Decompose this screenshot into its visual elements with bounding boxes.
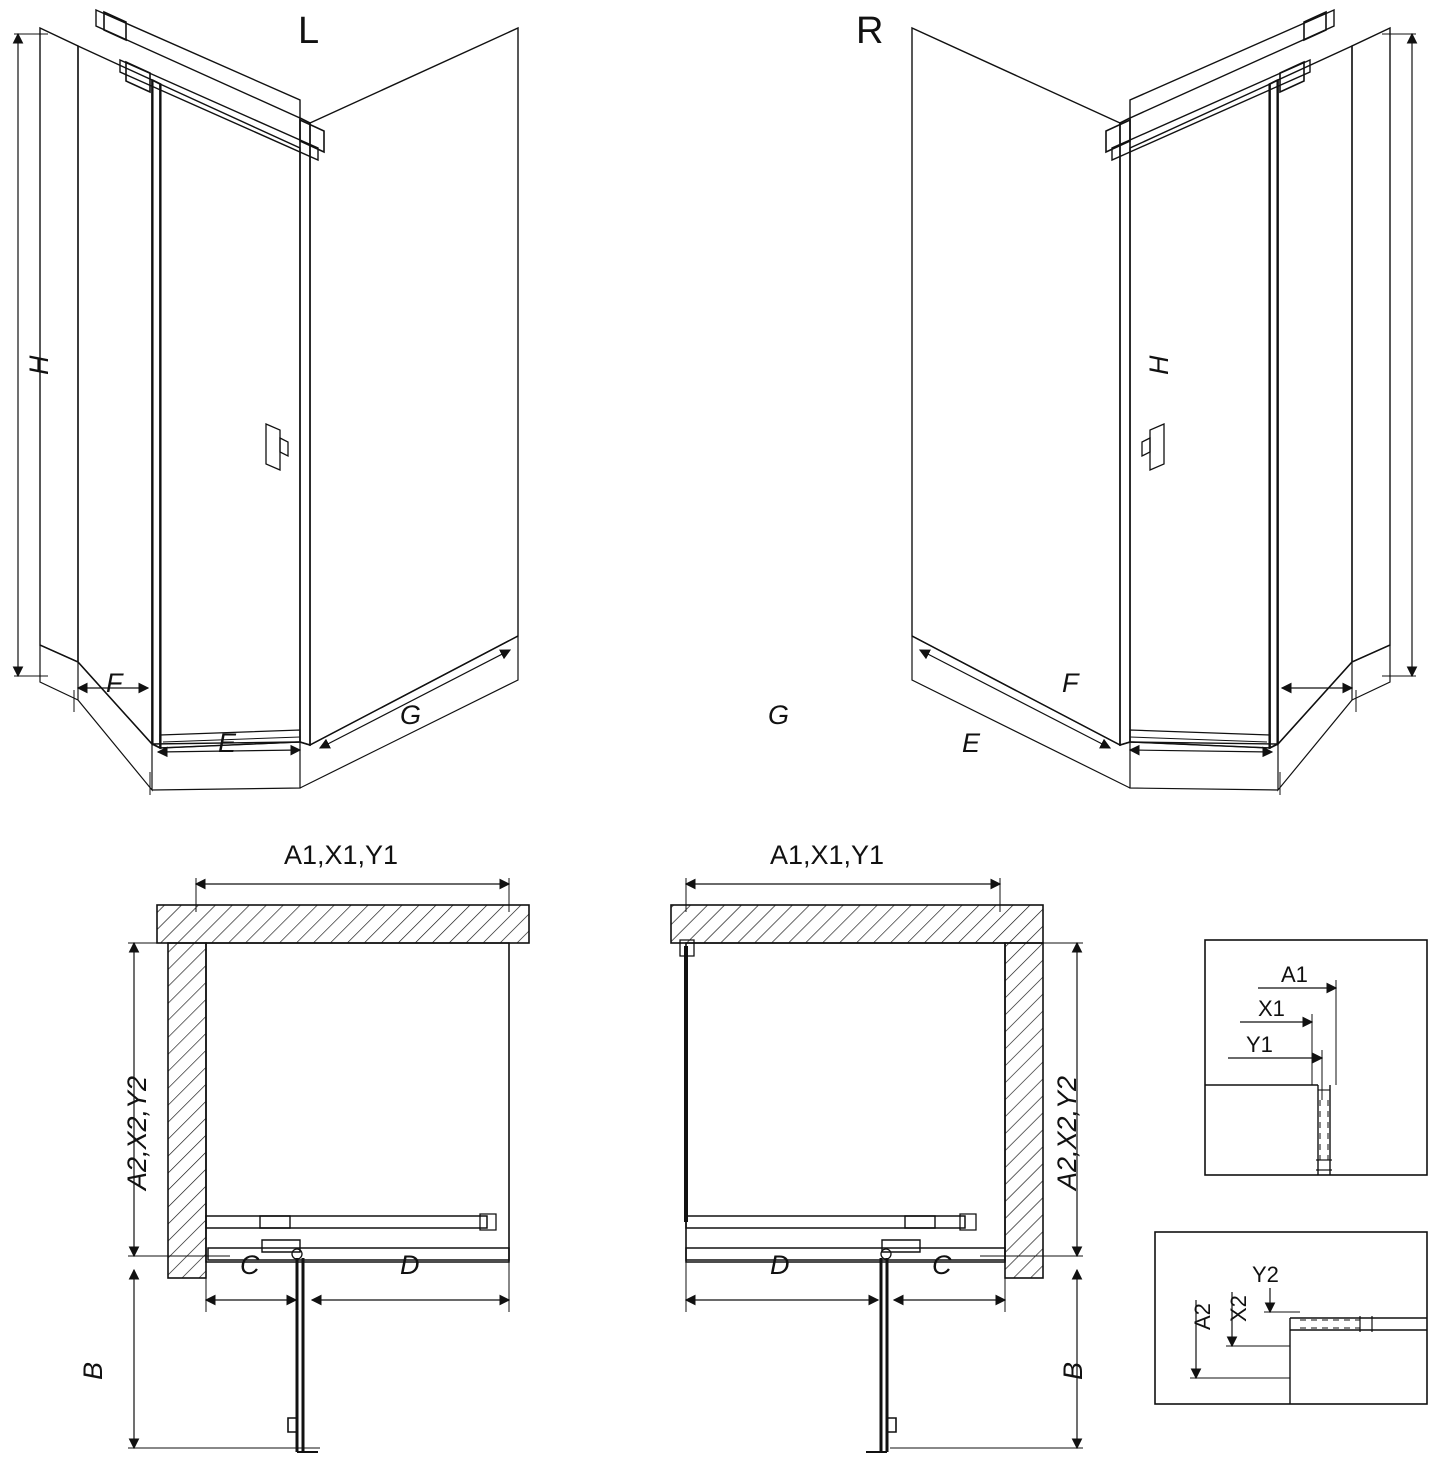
plan-right-top-dim: A1,X1,Y1 bbox=[770, 840, 885, 870]
iso-left-title: L bbox=[298, 10, 320, 52]
plan-left-dim-c: C bbox=[240, 1250, 260, 1280]
plan-left-side-dim: A2,X2,Y2 bbox=[122, 1075, 152, 1190]
detail-top-dim-y1: Y1 bbox=[1246, 1032, 1273, 1057]
iso-right-dim-h: H bbox=[1144, 355, 1174, 375]
plan-left-dim-d: D bbox=[400, 1250, 420, 1280]
plan-right-dim-d: D bbox=[770, 1250, 790, 1280]
detail-top-dim-a1: A1 bbox=[1281, 962, 1308, 987]
plan-right-dim-c: C bbox=[932, 1250, 952, 1280]
detail-bottom-dim-a2: A2 bbox=[1190, 1303, 1215, 1330]
detail-bottom-dim-x2: X2 bbox=[1226, 1295, 1251, 1322]
plan-left-top-dim: A1,X1,Y1 bbox=[284, 840, 399, 870]
iso-left-dim-f: F bbox=[106, 668, 123, 698]
detail-bottom-dim-y2: Y2 bbox=[1252, 1262, 1279, 1287]
iso-left-dim-e: E bbox=[218, 728, 237, 758]
plan-left-dim-b: B bbox=[78, 1361, 108, 1380]
detail-top-dim-x1: X1 bbox=[1258, 996, 1285, 1021]
iso-right-dim-g: G bbox=[768, 700, 790, 730]
plan-view-left bbox=[128, 878, 529, 1452]
iso-left-dim-h: H bbox=[24, 355, 54, 375]
iso-view-left bbox=[14, 10, 518, 795]
iso-right-dim-e: E bbox=[962, 728, 981, 758]
plan-right-side-dim: A2,X2,Y2 bbox=[1052, 1075, 1082, 1190]
iso-right-dim-f: F bbox=[1062, 668, 1079, 698]
plan-right-dim-b: B bbox=[1058, 1361, 1088, 1380]
iso-left-dim-g: G bbox=[400, 700, 422, 730]
detail-top bbox=[1205, 940, 1427, 1175]
plan-view-right bbox=[671, 878, 1083, 1452]
iso-view-right bbox=[912, 10, 1416, 795]
iso-right-title: R bbox=[856, 10, 884, 52]
